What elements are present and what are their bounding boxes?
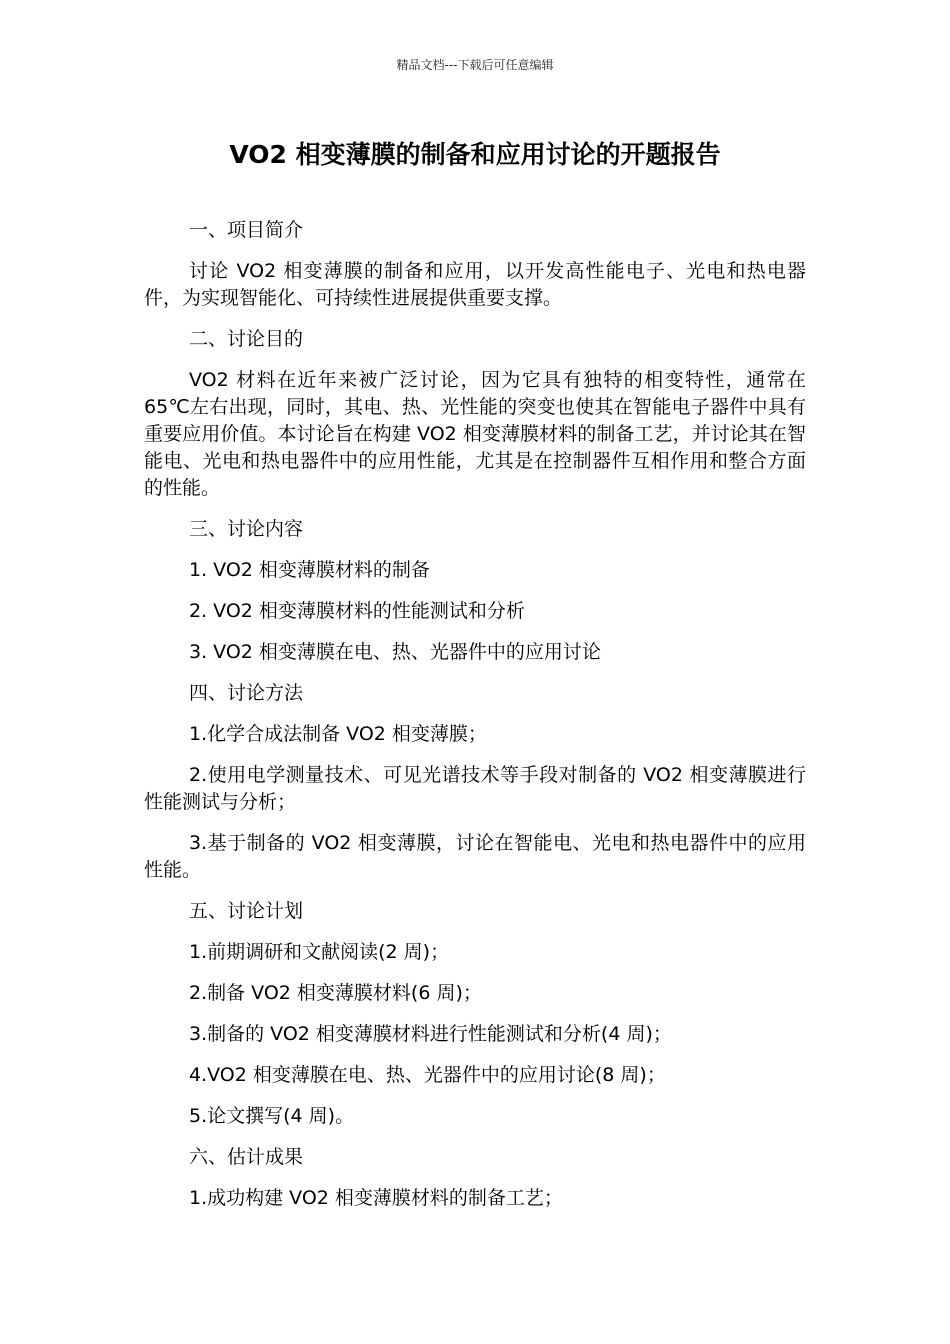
list-item: 1. VO2 相变薄膜材料的制备 [189,559,430,581]
list-item: 3.制备的 VO2 相变薄膜材料进行性能测试和分析(4 周)； [189,1023,672,1045]
page-title: VO2 相变薄膜的制备和应用讨论的开题报告 [229,140,721,169]
list-item: 5.论文撰写(4 周)。 [189,1105,355,1127]
paragraph-purpose: VO2 材料在近年来被广泛讨论，因为它具有独特的相变特性，通常在 65℃左右出现，同时，其电、热、光性能的突变也使其在智能电子器件中具有重要应用价值。本讨论旨在构建 VO2 相变薄膜材料的制备工艺，并讨论其在智能电、光电和热电器件中的应用性能，尤其是在控制器件互相作用和整合方面的性能。 [144,369,806,499]
list-item: 1.前期调研和文献阅读(2 周)； [189,941,450,963]
section-heading-plan: 五、讨论计划 [189,900,304,922]
list-item: 2.使用电学测量技术、可见光谱技术等手段对制备的 VO2 相变薄膜进行性能测试与分析； [144,764,806,813]
header-note: 精品文档---下载后可任意编辑 [396,58,554,72]
list-item: 3.基于制备的 VO2 相变薄膜，讨论在智能电、光电和热电器件中的应用性能。 [144,832,806,881]
list-item: 3. VO2 相变薄膜在电、热、光器件中的应用讨论 [189,641,601,663]
section-heading-method: 四、讨论方法 [189,682,304,704]
document-body [144,217,806,1226]
paragraph-intro: 讨论 VO2 相变薄膜的制备和应用，以开发高性能电子、光电和热电器件，为实现智能化、可持续性进展提供重要支撑。 [144,260,806,309]
section-heading-intro: 一、项目简介 [189,219,304,241]
list-item: 2. VO2 相变薄膜材料的性能测试和分析 [189,600,525,622]
list-item: 4.VO2 相变薄膜在电、热、光器件中的应用讨论(8 周)； [189,1064,666,1086]
list-item: 1.化学合成法制备 VO2 相变薄膜； [189,723,487,745]
section-heading-content: 三、讨论内容 [189,518,304,540]
list-item: 1.成功构建 VO2 相变薄膜材料的制备工艺； [189,1187,563,1209]
section-heading-purpose: 二、讨论目的 [189,328,304,350]
list-item: 2.制备 VO2 相变薄膜材料(6 周)； [189,982,482,1004]
section-heading-results: 六、估计成果 [189,1146,304,1168]
